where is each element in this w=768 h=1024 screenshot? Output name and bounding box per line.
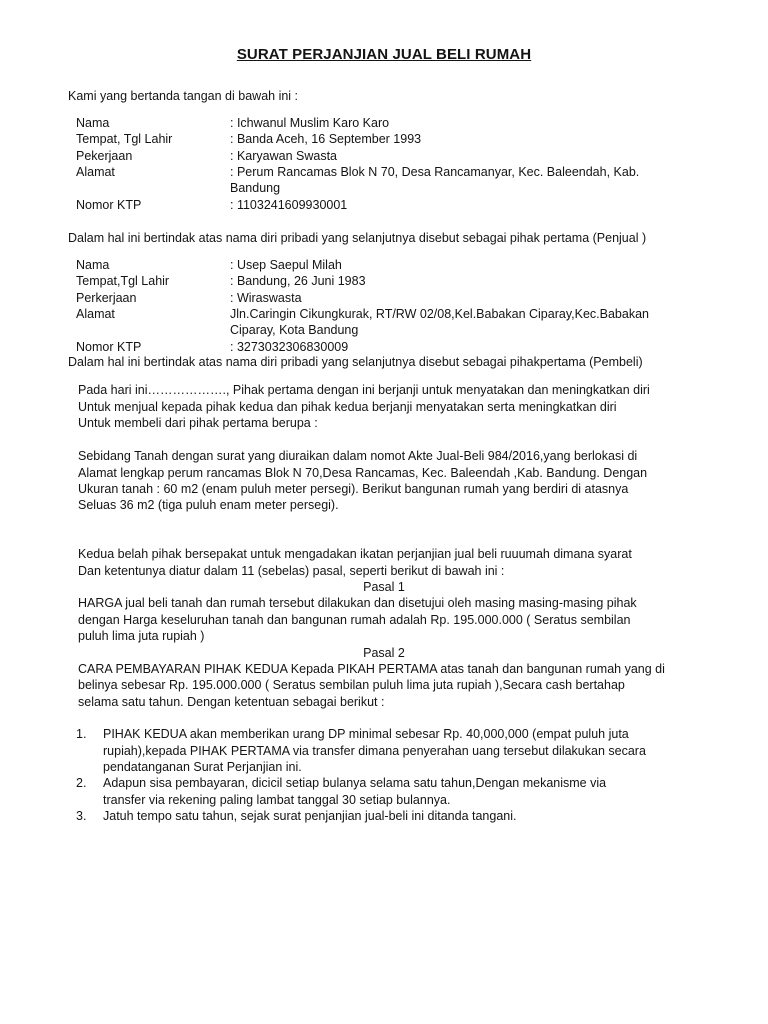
intro-text: Kami yang bertanda tangan di bawah ini : bbox=[68, 89, 299, 103]
paragraph-line: dengan Harga keseluruhan tanah dan bangunan rumah adalah Rp. 195.000.000 ( Seratus sembilan bbox=[78, 613, 631, 627]
paragraph-line: selama satu tahun. Dengan ketentuan sebagai berikut : bbox=[78, 695, 385, 709]
party1-ktp-value: : 1103241609930001 bbox=[230, 198, 348, 212]
party2-job-value: : Wiraswasta bbox=[230, 291, 302, 305]
party1-name-value: : Ichwanul Muslim Karo Karo bbox=[230, 116, 390, 130]
party1-birth-label: Tempat, Tgl Lahir bbox=[76, 132, 173, 146]
paragraph-line: HARGA jual beli tanah dan rumah tersebut dilakukan dan disetujui oleh masing masing-masing pihak bbox=[78, 596, 637, 610]
list-number: 3. bbox=[76, 809, 87, 823]
party2-statement: Dalam hal ini bertindak atas nama diri pribadi yang selanjutnya disebut sebagai pihakpertama (Pembeli) bbox=[68, 355, 643, 369]
party1-job-value: : Karyawan Swasta bbox=[230, 149, 337, 163]
pasal-1-heading: Pasal 1 bbox=[363, 580, 405, 594]
party2-ktp-value: : 3273032306830009 bbox=[230, 340, 349, 354]
document-title: SURAT PERJANJIAN JUAL BELI RUMAH bbox=[236, 46, 532, 63]
paragraph-line: Seluas 36 m2 (tiga puluh enam meter persegi). bbox=[78, 498, 339, 512]
paragraph-line: Untuk membeli dari pihak pertama berupa : bbox=[78, 416, 318, 430]
party1-job-label: Pekerjaan bbox=[76, 149, 133, 163]
party1-name-label: Nama bbox=[76, 116, 110, 130]
party1-address-value-cont: Bandung bbox=[230, 181, 281, 195]
list-number: 1. bbox=[76, 727, 87, 741]
list-number: 2. bbox=[76, 776, 87, 790]
party2-name-label: Nama bbox=[76, 258, 110, 272]
list-item-line: PIHAK KEDUA akan memberikan urang DP minimal sebesar Rp. 40,000,000 (empat puluh juta bbox=[103, 727, 629, 741]
party1-address-label: Alamat bbox=[76, 165, 115, 179]
list-item-line: pendatanganan Surat Perjanjian ini. bbox=[103, 760, 302, 774]
paragraph-line: Sebidang Tanah dengan surat yang diuraikan dalam nomot Akte Jual-Beli 984/2016,yang berlokasi di bbox=[78, 449, 638, 463]
paragraph-line: belinya sebesar Rp. 195.000.000 ( Seratus sembilan puluh lima juta rupiah ),Secara cash bertahap bbox=[78, 678, 625, 692]
party2-birth-label: Tempat,Tgl Lahir bbox=[76, 274, 170, 288]
party1-birth-value: : Banda Aceh, 16 September 1993 bbox=[230, 132, 422, 146]
paragraph-line: Alamat lengkap perum rancamas Blok N 70,Desa Rancamas, Kec. Baleendah ,Kab. Bandung. Dengan bbox=[78, 466, 648, 480]
pasal-2-heading: Pasal 2 bbox=[363, 646, 405, 660]
paragraph-line: Kedua belah pihak bersepakat untuk mengadakan ikatan perjanjian jual beli ruuumah dimana syarat bbox=[78, 547, 632, 561]
party2-ktp-label: Nomor KTP bbox=[76, 340, 142, 354]
list-item-line: rupiah),kepada PIHAK PERTAMA via transfer dimana penyerahan uang tersebut dilakukan secara bbox=[103, 744, 646, 758]
party2-address-label: Alamat bbox=[76, 307, 115, 321]
list-item-line: Jatuh tempo satu tahun, sejak surat penjanjian jual-beli ini ditanda tangani. bbox=[103, 809, 517, 823]
list-item-line: Adapun sisa pembayaran, dicicil setiap bulanya selama satu tahun,Dengan mekanisme via bbox=[103, 776, 607, 790]
party1-ktp-label: Nomor KTP bbox=[76, 198, 142, 212]
party1-statement: Dalam hal ini bertindak atas nama diri pribadi yang selanjutnya disebut sebagai pihak pertama (Penjual ) bbox=[68, 231, 647, 245]
paragraph-line: Untuk menjual kepada pihak kedua dan pihak kedua berjanji menyatakan serta meningkatkan diri bbox=[78, 400, 617, 414]
party2-birth-value: : Bandung, 26 Juni 1983 bbox=[230, 274, 366, 288]
party2-job-label: Perkerjaan bbox=[76, 291, 137, 305]
paragraph-line: Dan ketentunya diatur dalam 11 (sebelas) pasal, seperti berikut di bawah ini : bbox=[78, 564, 505, 578]
party2-name-value: : Usep Saepul Milah bbox=[230, 258, 342, 272]
paragraph-line: Ukuran tanah : 60 m2 (enam puluh meter persegi). Berikut bangunan rumah yang berdiri di atasnya bbox=[78, 482, 629, 496]
paragraph-line: puluh lima juta rupiah ) bbox=[78, 629, 205, 643]
party1-address-value: : Perum Rancamas Blok N 70, Desa Rancamanyar, Kec. Baleendah, Kab. bbox=[230, 165, 640, 179]
party2-address-value: Jln.Caringin Cikungkurak, RT/RW 02/08,Kel.Babakan Ciparay,Kec.Babakan bbox=[230, 307, 649, 321]
paragraph-line: Pada hari ini………………., Pihak pertama dengan ini berjanji untuk menyatakan dan meningkatkan diri bbox=[78, 383, 650, 397]
paragraph-line: CARA PEMBAYARAN PIHAK KEDUA Kepada PIKAH PERTAMA atas tanah dan bangunan rumah yang di bbox=[78, 662, 665, 676]
list-item-line: transfer via rekening paling lambat tanggal 30 setiap bulannya. bbox=[103, 793, 451, 807]
party2-address-value-cont: Ciparay, Kota Bandung bbox=[230, 323, 359, 337]
